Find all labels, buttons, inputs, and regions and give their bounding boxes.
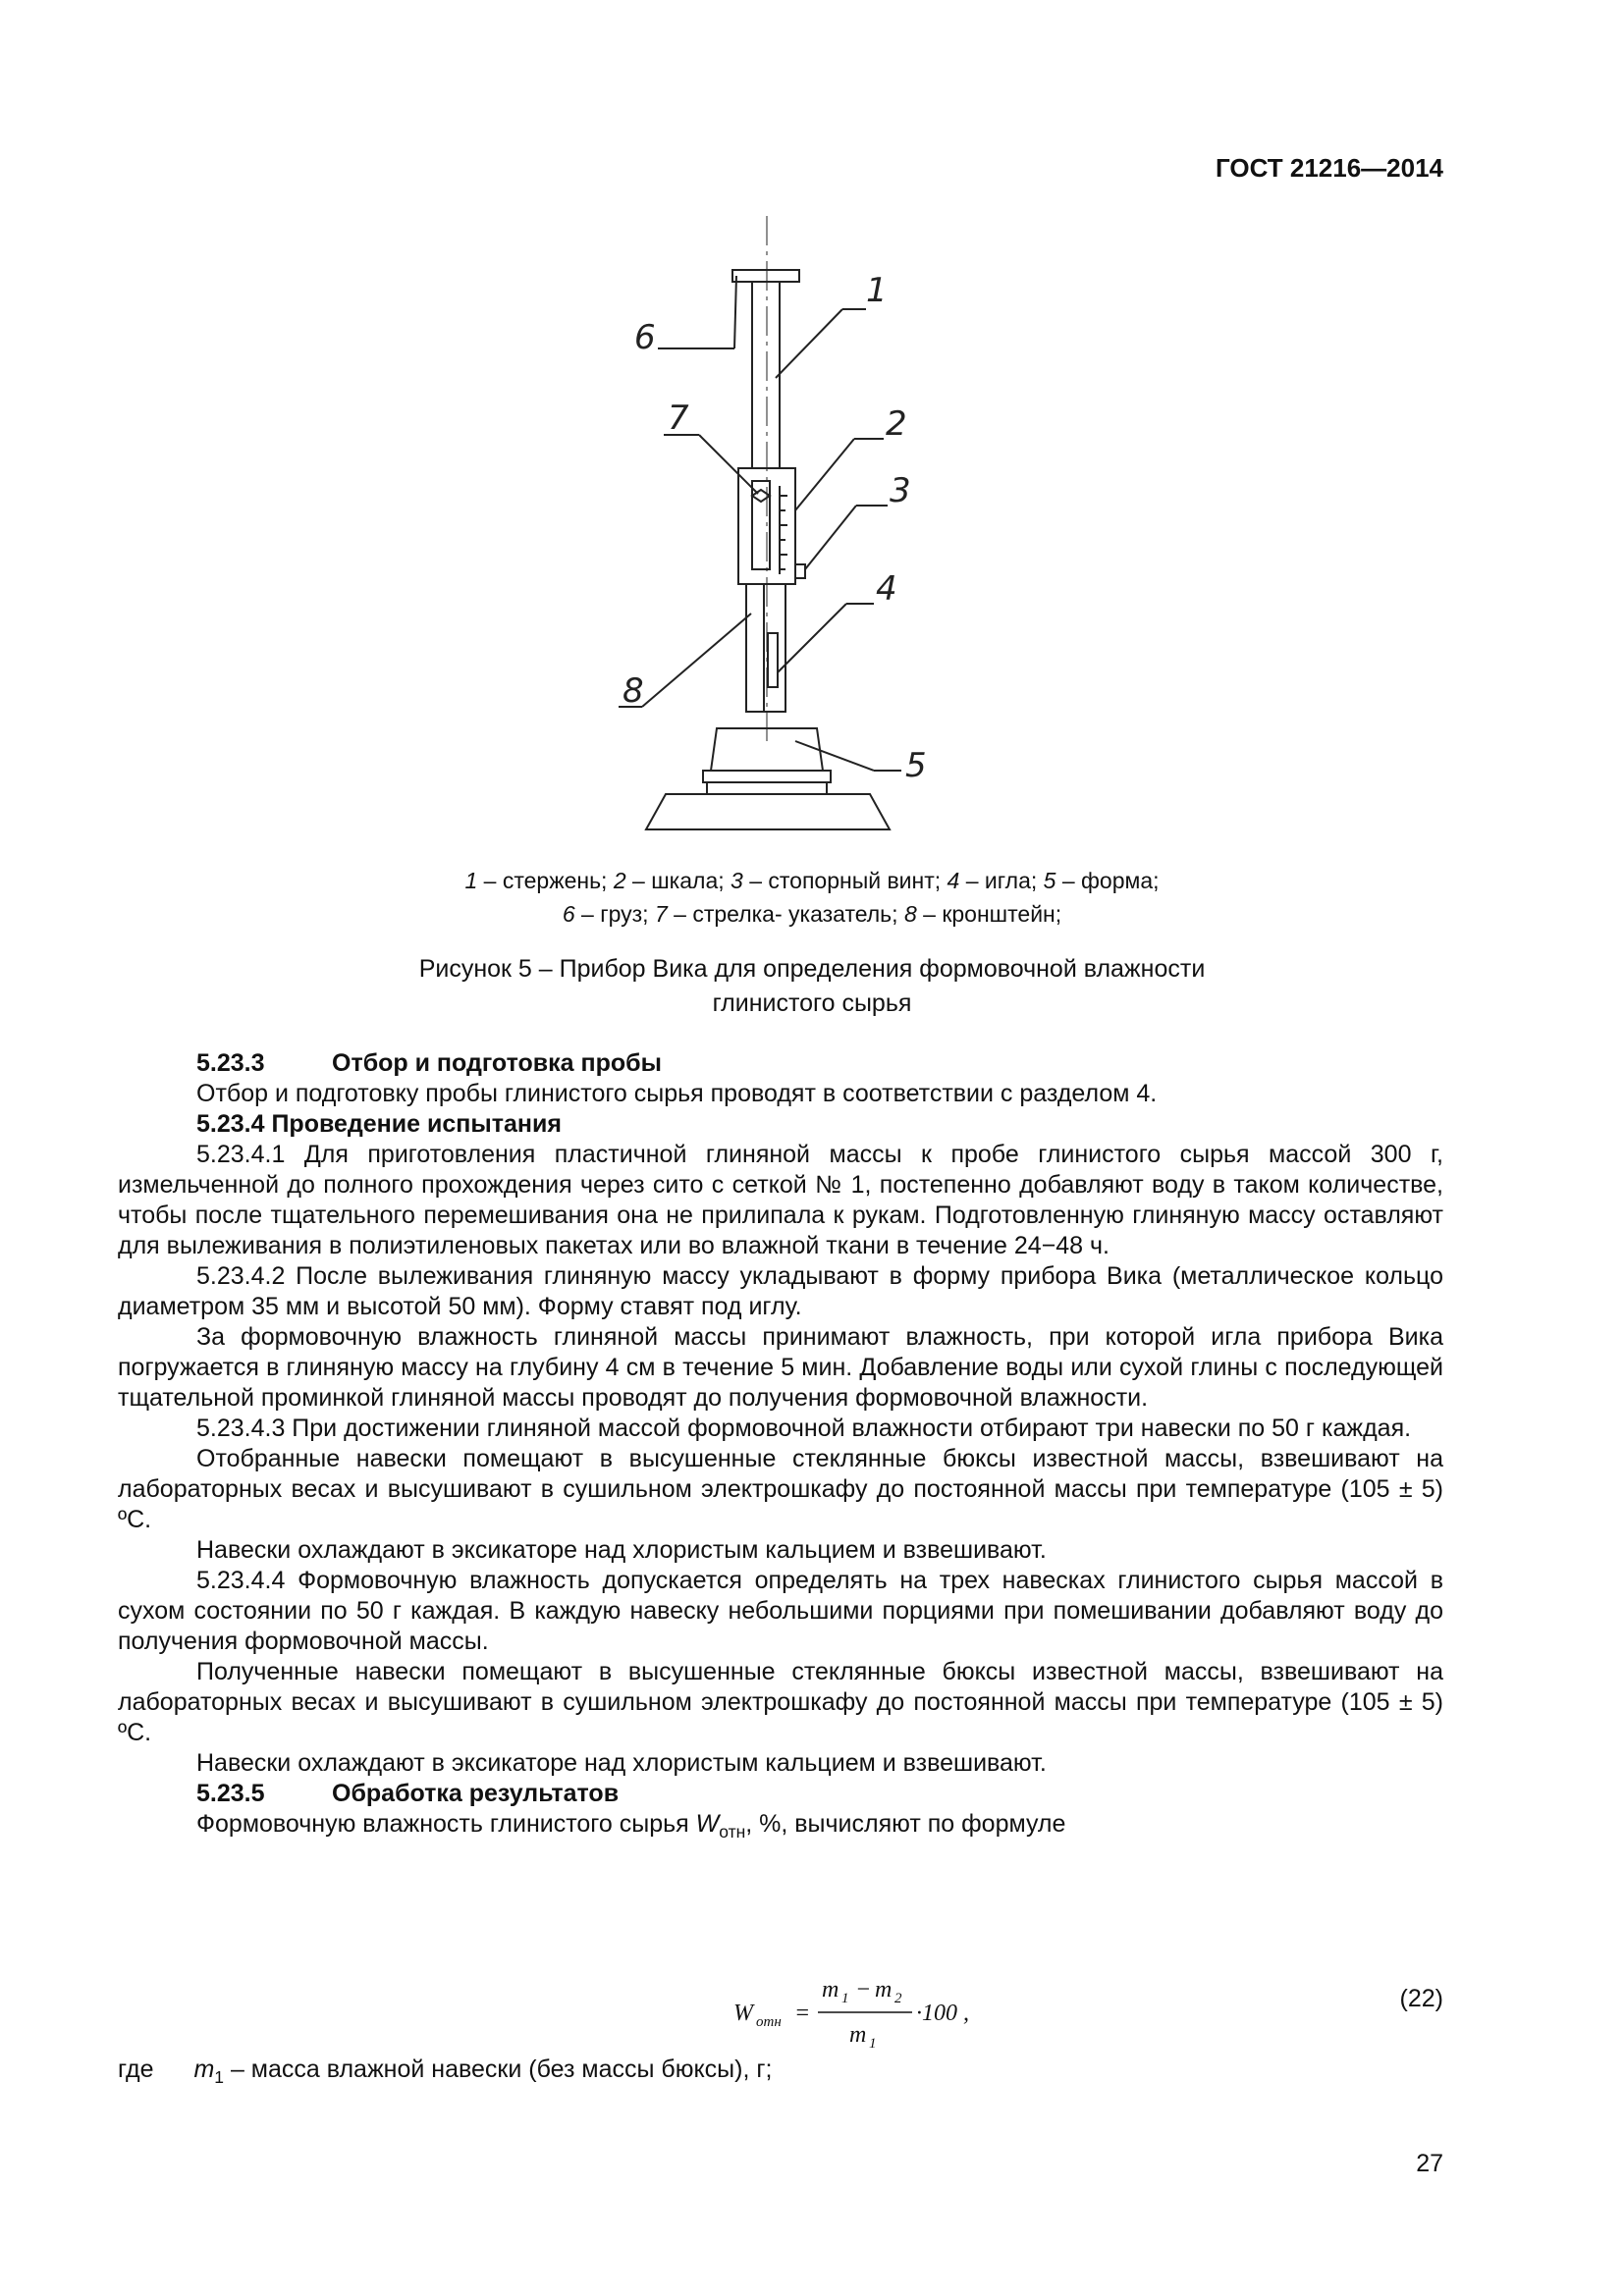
- figure-label-1: 1: [866, 271, 888, 310]
- legend-text: – кронштейн;: [916, 901, 1062, 927]
- paragraph: [118, 1809, 1443, 1847]
- legend-number: 1: [464, 868, 478, 893]
- paragraph: 5.23.4.1 Для приготовления пластичной глиняной массы к пробе глинистого сырья массой 300 г, измельченной до полного прохождения через сито с сеткой № 1, постепенно добавляют воду в таком количестве, чтобы после тщательного перемешивания она не прилипала к рукам. Подготовленную глиняную массу оставляют для вылеживания в полиэтиленовых пакетах или во влажной ткани в течение 24−48 ч.: [118, 1141, 1443, 1259]
- formula-number: (22): [1399, 1985, 1443, 2012]
- page-number: 27: [1416, 2150, 1443, 2177]
- paragraph: 5.23.4.4 Формовочную влажность допускается определять на трех навесках глинистого сырья массой в сухом состоянии по 50 г каждая. В каждую навеску небольшими порциями при помешивании добавляют воду до получения формовочной массы.: [118, 1567, 1443, 1655]
- where-word: где: [118, 2056, 154, 2083]
- section-5-23-4-heading: 5.23.4 Проведение испытания: [196, 1110, 562, 1138]
- legend-number: 6: [562, 901, 575, 927]
- formula-22: [731, 1973, 1026, 2058]
- where-symbol: m: [193, 2056, 215, 2083]
- formula-tail: ·100 ,: [916, 2001, 969, 2026]
- where-text: – масса влажной навески (без массы бюксы), г;: [224, 2056, 773, 2083]
- legend-number: 5: [1043, 868, 1056, 893]
- legend-number: 4: [947, 868, 960, 893]
- legend-line-2: [0, 897, 1624, 931]
- figure-caption: [0, 952, 1624, 1021]
- formula-num-a-sub: 1: [841, 1991, 849, 2006]
- section-title: Обработка результатов: [332, 1780, 620, 1807]
- figure-label-8: 8: [623, 671, 644, 711]
- legend-text: – стержень;: [477, 868, 614, 893]
- formula-equals: =: [794, 2001, 811, 2026]
- paragraph: За формовочную влажность глиняной массы принимают влажность, при которой игла прибора Вика погружается в глиняную массу на глубину 4 см в течение 5 мин. Добавление воды или сухой глины с последующей тщательной проминкой глиняной массы проводят до получения формовочной влажности.: [118, 1323, 1443, 1412]
- legend-text: – форма;: [1056, 868, 1160, 893]
- formula-num-b: m: [875, 1977, 893, 2002]
- figure-label-4: 4: [876, 569, 897, 609]
- caption-line-1: Рисунок 5 – Прибор Вика для определения формовочной влажности: [418, 955, 1206, 983]
- section-number: 5.23.3: [196, 1049, 265, 1077]
- legend-number: 8: [903, 901, 917, 927]
- document-body: [118, 1048, 1443, 1847]
- document-header: ГОСТ 21216—2014: [1216, 153, 1443, 183]
- legend-text: – шкала;: [625, 868, 731, 893]
- formula-den: m: [849, 2022, 867, 2048]
- where-clause: [118, 2056, 772, 2088]
- text: , %, вычисляют по формуле: [745, 1810, 1066, 1838]
- figure-label-2: 2: [886, 404, 907, 444]
- figure-label-3: 3: [890, 471, 911, 510]
- vicat-apparatus-figure: [589, 211, 962, 859]
- figure-legend: [0, 864, 1624, 931]
- paragraph: 5.23.4.3 При достижении глиняной массой формовочной влажности отбирают три навески по 50 г каждая.: [196, 1415, 1412, 1442]
- paragraph: Отобранные навески помещают в высушенные стеклянные бюксы известной массы, взвешивают на лабораторных весах и высушивают в сушильном электрошкафу до постоянной массы при температуре (105 ± 5) ºС.: [118, 1445, 1443, 1533]
- section-number: 5.23.5: [196, 1780, 265, 1807]
- where-subscript: 1: [214, 2067, 225, 2087]
- paragraph: Отбор и подготовку пробы глинистого сырья проводят в соответствии с разделом 4.: [196, 1080, 1158, 1107]
- section-5-23-5-heading: [118, 1779, 1443, 1809]
- paragraph: 5.23.4.2 После вылеживания глиняную массу укладывают в форму прибора Вика (металлическое кольцо диаметром 35 мм и высотой 50 мм). Форму ставят под иглу.: [118, 1262, 1443, 1320]
- formula-den-sub: 1: [869, 2036, 877, 2052]
- caption-line-2: глинистого сырья: [712, 989, 912, 1017]
- section-5-23-3-heading: [118, 1048, 1443, 1079]
- formula-num-b-sub: 2: [894, 1991, 902, 2006]
- formula-minus: −: [855, 1977, 872, 2002]
- legend-text: – стопорный винт;: [742, 868, 947, 893]
- vicat-apparatus-drawing: [589, 211, 962, 859]
- paragraph: Навески охлаждают в эксикаторе над хлористым кальцием и взвешивают.: [196, 1749, 1047, 1777]
- paragraph: Полученные навески помещают в высушенные стеклянные бюксы известной массы, взвешивают на лабораторных весах и высушивают в сушильном электрошкафу до постоянной массы при температуре (105 ± 5) ºС.: [118, 1658, 1443, 1746]
- subscript: отн: [719, 1822, 746, 1842]
- legend-number: 3: [731, 868, 743, 893]
- text: Формовочную влажность глинистого сырья: [196, 1810, 696, 1838]
- section-title: Отбор и подготовка пробы: [332, 1049, 662, 1077]
- formula-num-a: m: [822, 1977, 839, 2002]
- paragraph: Навески охлаждают в эксикаторе над хлористым кальцием и взвешивают.: [196, 1536, 1047, 1564]
- legend-text: – груз;: [574, 901, 655, 927]
- legend-line-1: [0, 864, 1624, 897]
- formula-lhs-sub: отн: [756, 2014, 782, 2030]
- figure-label-7: 7: [668, 399, 689, 438]
- formula-lhs: W: [733, 2001, 753, 2026]
- legend-text: – игла;: [959, 868, 1044, 893]
- figure-label-5: 5: [905, 746, 927, 785]
- formula-drawing: [731, 1973, 1026, 2052]
- figure-label-6: 6: [634, 318, 656, 357]
- legend-number: 7: [654, 901, 668, 927]
- symbol: W: [695, 1810, 720, 1838]
- legend-number: 2: [613, 868, 626, 893]
- legend-text: – стрелка- указатель;: [667, 901, 904, 927]
